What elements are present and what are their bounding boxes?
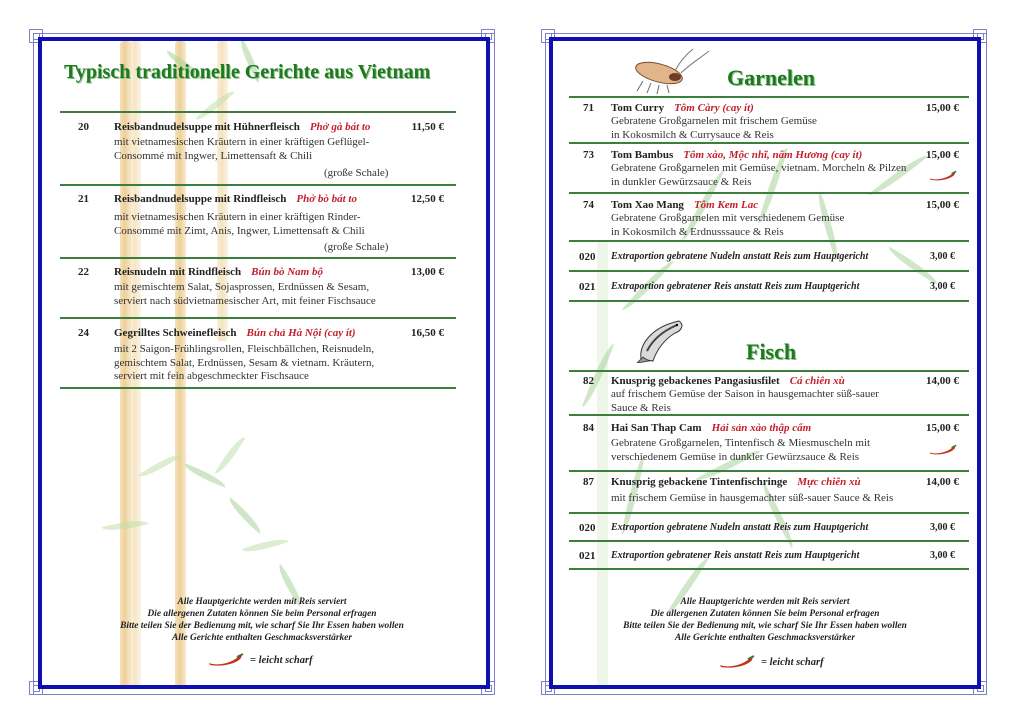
- item-number: 21: [78, 193, 89, 205]
- item-description: mit frischem Gemüse in hausgemachter süß-sauer Sauce & Reis: [611, 492, 894, 504]
- menu-page-right: [549, 37, 981, 689]
- menu-item: [569, 98, 969, 144]
- fish-illustration-icon: [635, 319, 687, 363]
- item-vietnamese-name: Tôm xào, Mộc nhĩ, nấm Hương (cay ít): [683, 149, 863, 161]
- item-description: auf frischem Gemüse der Saison in hausgemachter süß-sauer Sauce & Reis: [611, 388, 879, 414]
- chili-pepper-icon: [929, 444, 957, 456]
- item-vietnamese-name: Mực chiên xù: [797, 476, 861, 488]
- item-name: Extraportion gebratener Reis anstatt Reis zum Hauptgericht: [611, 550, 860, 561]
- item-price: 15,00 €: [926, 102, 959, 114]
- chili-pepper-icon: [208, 653, 244, 667]
- menu-extra-item: [569, 242, 969, 272]
- item-vietnamese-name: Bún chả Hà Nội (cay ít): [246, 327, 356, 339]
- item-vietnamese-name: Cá chiên xù: [789, 375, 845, 387]
- item-price: 15,00 €: [926, 149, 959, 161]
- item-description: mit vietnamesischen Kräutern in einer kräftigen Geflügel- Consommé mit Ingwer, Limettensaft & Chili: [114, 136, 370, 162]
- menu-footer-notes: Alle Hauptgerichte werden mit Reis serviert Die allergenen Zutaten können Sie beim Personal erfragen Bitte teilen Sie der Bedienung mit, wie scharf Sie Ihr Essen haben wollen Alle Gerichte enthalten Geschmacksverstärker: [120, 597, 404, 643]
- menu-item: [569, 194, 969, 242]
- item-name: Reisnudeln mit Rindfleisch Bún bò Nam bộ: [114, 266, 323, 278]
- menu-item: [569, 144, 969, 194]
- menu-extra-item: [569, 542, 969, 570]
- shrimp-illustration-icon: [623, 47, 713, 95]
- item-vietnamese-name: Hải sản xào thập cẩm: [711, 422, 812, 434]
- item-price: 3,00 €: [930, 251, 955, 262]
- page-title: Typisch traditionelle Gerichte aus Vietnam: [64, 61, 431, 83]
- menu-list-fisch: [569, 372, 969, 570]
- item-price: 14,00 €: [926, 375, 959, 387]
- item-number: 71: [583, 102, 594, 114]
- item-number: 22: [78, 266, 89, 278]
- item-name: Tom Bambus Tôm xào, Mộc nhĩ, nấm Hương (cay ít): [611, 149, 863, 161]
- menu-extra-item: [569, 272, 969, 302]
- item-price: 11,50 €: [411, 121, 444, 133]
- menu-item: [569, 472, 969, 514]
- menu-item: [60, 186, 456, 259]
- menu-footer-notes: Alle Hauptgerichte werden mit Reis serviert Die allergenen Zutaten können Sie beim Personal erfragen Bitte teilen Sie der Bedienung mit, wie scharf Sie Ihr Essen haben wollen Alle Gerichte enthalten Geschmacksverstärker: [623, 597, 907, 643]
- item-name: Reisbandnudelsuppe mit Hühnerfleisch Phở gà bát to: [114, 121, 371, 133]
- item-description: Gebratene Großgarnelen, Tintenfisch & Miesmuscheln mit verschiedenem Gemüse in dunkler Gewürzsauce & Reis: [611, 437, 871, 463]
- item-description: mit 2 Saigon-Frühlingsrollen, Fleischbällchen, Reisnudeln, gemischtem Salat, Erdnüssen, Sesam & vietnam. Kräutern, serviert mit fein abgeschmeckter Fischsauce: [114, 343, 375, 382]
- menu-list-garnelen: [569, 98, 969, 302]
- menu-list: [60, 113, 456, 389]
- item-name: Extraportion gebratener Reis anstatt Reis zum Hauptgericht: [611, 281, 860, 292]
- spicy-legend-label: = leicht scharf: [250, 655, 313, 666]
- item-vietnamese-name: Phở bò bát to: [296, 193, 357, 205]
- item-name: Extraportion gebratene Nudeln anstatt Reis zum Hauptgericht: [611, 251, 869, 262]
- item-name: Hai San Thap Cam Hải sản xào thập cẩm: [611, 422, 812, 434]
- item-number: 84: [583, 422, 594, 434]
- item-vietnamese-name: Phở gà bát to: [309, 121, 371, 133]
- item-number: 020: [579, 522, 596, 534]
- item-description: Gebratene Großgarnelen mit Gemüse, vietnam. Morcheln & Pilzen in dunkler Gewürzsauce & Reis: [611, 162, 907, 188]
- chili-pepper-icon: [929, 170, 957, 182]
- item-price: 3,00 €: [930, 550, 955, 561]
- item-name: Tom Xao Mang Tôm Kem Lac: [611, 199, 759, 211]
- item-price: 12,50 €: [411, 193, 444, 205]
- item-price: 15,00 €: [926, 199, 959, 211]
- spicy-legend-label: = leicht scharf: [761, 657, 824, 668]
- item-name: Knusprig gebackene Tintenfischringe Mực chiên xù: [611, 476, 861, 488]
- item-name: Gegrilltes Schweinefleisch Bún chả Hà Nội (cay ít): [114, 327, 356, 339]
- menu-item: [60, 113, 456, 186]
- menu-item: [60, 319, 456, 389]
- item-number: 24: [78, 327, 89, 339]
- menu-item: [569, 416, 969, 472]
- item-number: 73: [583, 149, 594, 161]
- item-description: Gebratene Großgarnelen mit frischem Gemüse in Kokosmilch & Currysauce & Reis: [611, 115, 817, 141]
- item-vietnamese-name: Tôm Càry (cay ít): [674, 102, 754, 114]
- item-description: Gebratene Großgarnelen mit verschiedenem Gemüse in Kokosmilch & Erdnusssauce & Reis: [611, 212, 845, 238]
- item-number: 82: [583, 375, 594, 387]
- menu-page-left: [38, 37, 490, 689]
- item-name: Tom Curry Tôm Càry (cay ít): [611, 102, 754, 114]
- item-price: 13,00 €: [411, 266, 444, 278]
- item-number: 021: [579, 281, 596, 293]
- item-name: Knusprig gebackenes Pangasiusfilet Cá chiên xù: [611, 375, 845, 387]
- item-portion-size: (große Schale): [324, 167, 389, 179]
- chili-pepper-icon: [719, 655, 755, 669]
- item-price: 3,00 €: [930, 522, 955, 533]
- item-number: 020: [579, 251, 596, 263]
- section-title-garnelen: Garnelen: [727, 65, 815, 90]
- item-description: mit vietnamesischen Kräutern in einer kräftigen Rinder- Consommé mit Zimt, Anis, Ingwer, Limettensaft & Chili: [114, 211, 365, 237]
- section-title-fisch: Fisch: [746, 339, 797, 364]
- item-vietnamese-name: Tôm Kem Lac: [693, 199, 759, 211]
- item-description: mit gemischtem Salat, Sojasprossen, Erdnüssen & Sesam, serviert nach südvietnamesischer Art, mit feiner Fischsauce: [114, 281, 376, 307]
- item-price: 16,50 €: [411, 327, 444, 339]
- item-name: Extraportion gebratene Nudeln anstatt Reis zum Hauptgericht: [611, 522, 869, 533]
- menu-item: [569, 372, 969, 416]
- item-price: 15,00 €: [926, 422, 959, 434]
- item-price: 14,00 €: [926, 476, 959, 488]
- item-vietnamese-name: Bún bò Nam bộ: [251, 266, 323, 278]
- item-number: 20: [78, 121, 89, 133]
- item-number: 74: [583, 199, 594, 211]
- item-portion-size: (große Schale): [324, 241, 389, 253]
- menu-extra-item: [569, 514, 969, 542]
- item-price: 3,00 €: [930, 281, 955, 292]
- item-number: 021: [579, 550, 596, 562]
- menu-item: [60, 259, 456, 319]
- item-number: 87: [583, 476, 594, 488]
- item-name: Reisbandnudelsuppe mit Rindfleisch Phở bò bát to: [114, 193, 357, 205]
